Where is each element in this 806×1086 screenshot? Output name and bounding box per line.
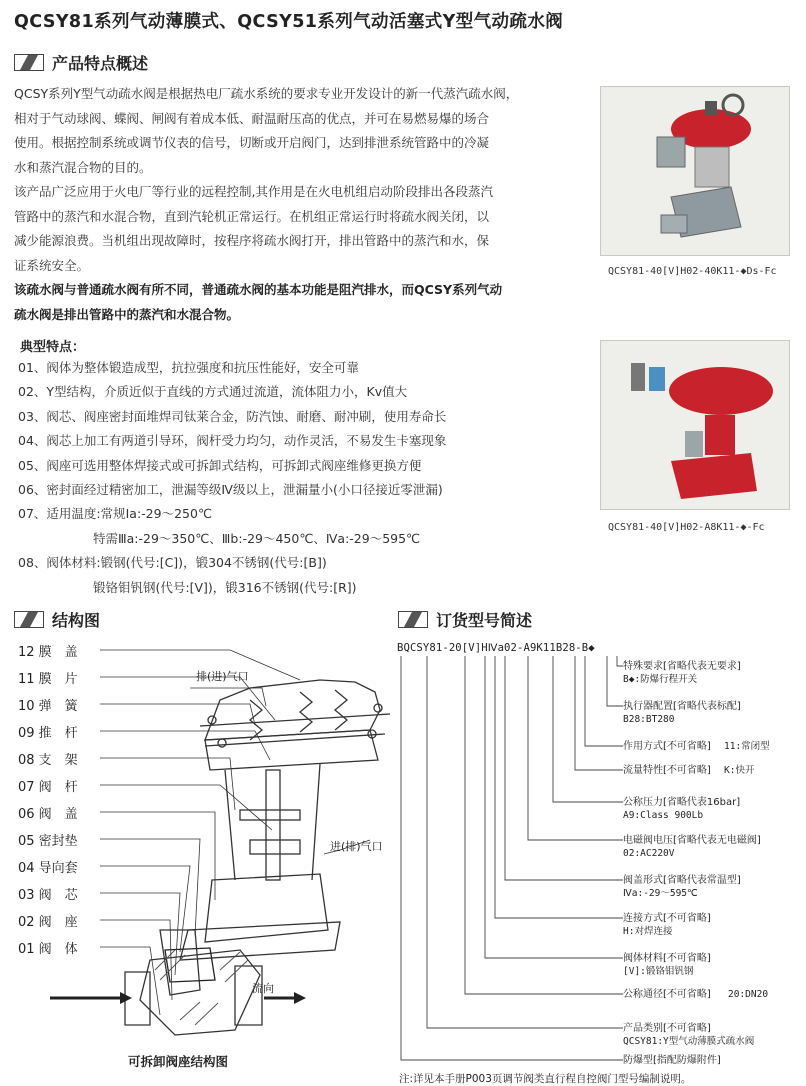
order-item-value: H:对焊连接 [623,926,673,937]
order-item-value: 11:常闭型 [724,741,770,752]
overview-text [14,82,589,327]
structure-heading-label: 结构图 [52,610,101,630]
part-label: 08 支 架 [18,753,78,768]
order-item-label: 作用方式[不可省略] [623,741,711,752]
order-item-value: A9:Class 900Lb [623,810,704,821]
order-item-label: 电磁阀电压[省略代表无电磁阀] [623,835,761,846]
order-item [623,796,740,822]
part-label: 02 阀 座 [18,915,78,930]
order-heading [398,607,532,631]
part-label: 05 密封垫 [18,834,78,849]
order-heading-label: 订货型号简述 [436,610,533,630]
order-item-label: 公称压力[省略代表16bar] [623,797,741,808]
order-item-value: [V]:锻铬钼钒钢 [623,966,694,977]
feature-line: 07、适用温度:常规Ⅰa:-29～250℃ [18,506,212,522]
order-item-value: K:快开 [724,765,755,776]
product-photo-2 [600,340,790,510]
valve-photo-illustration [601,341,789,509]
feature-line: 01、阀体为整体锻造成型，抗拉强度和抗压性能好，安全可靠 [18,360,359,375]
order-item [623,1054,721,1067]
slash-box-icon [14,54,44,71]
part-label: 07 阀 杆 [18,780,78,795]
photo-caption-2: QCSY81-40[V]H02-A8K11-◆-Fc [608,522,765,533]
order-item-value: B◆:防爆行程开关 [623,674,698,685]
overview-line: 证系统安全。 [14,257,90,273]
order-item-label: 连接方式[不可省略] [623,913,711,924]
part-label: 03 阀 芯 [18,888,78,903]
order-item-label: 流量特性[不可省略] [623,765,711,776]
order-item [623,988,768,1001]
order-item-label: 产品类别[不可省略] [623,1023,711,1034]
part-label: 06 阀 盖 [18,807,78,822]
feature-line: 08、阀体材料:锻钢(代号:[C])，锻304不锈钢(代号:[B]) [18,555,327,571]
order-item-value: Ⅳa:-29～595℃ [623,888,698,899]
order-code-tree [395,654,625,1066]
order-item-label: 防爆型[指配防爆附件] [623,1055,721,1066]
order-item-value: 02:AC220V [623,848,675,859]
overview-line: 管路中的蒸汽和水混合物，直到汽轮机正常运行。在机组正常运行时将疏水阀关闭，以 [14,208,490,224]
order-item-label: 阀体材料[不可省略] [623,953,711,964]
feature-line: 特需Ⅲa:-29～350℃、Ⅲb:-29～450℃、Ⅳa:-29～595℃ [18,530,421,546]
overview-bold-line: 疏水阀是排出管路中的蒸汽和水混合物。 [14,306,240,322]
overview-line: 水和蒸汽混合物的目的。 [14,159,152,175]
slash-box-icon [14,611,44,628]
overview-line: 相对于气动球阀、蝶阀、闸阀有着成本低、耐温耐压高的优点，并可在易燃易爆的场合 [14,110,490,126]
order-item-value: QCSY81:Y型气动薄膜式疏水阀 [623,1036,755,1047]
order-code: BQCSY81-20[V]HⅣa02-A9K11B28-B◆ [397,642,595,654]
product-photo-1 [600,86,790,256]
part-label: 12 膜 盖 [18,645,78,660]
feature-line: 04、阀芯上加工有两道引导环，阀杆受力均匀，动作灵活，不易发生卡塞现象 [18,433,447,449]
order-item [623,874,741,900]
photo-caption-1: QCSY81-40[V]H02-40K11-◆Ds-Fc [608,266,777,277]
feature-line: 锻铬钼钒钢(代号:[V])，锻316不锈钢(代号:[R]) [18,579,357,595]
order-item-label: 特殊要求[省略代表无要求] [623,661,741,672]
order-item [623,740,770,753]
inlet-port-label: 进(排)气口 [330,840,383,853]
part-label: 01 阀 体 [18,942,78,957]
feature-line: 06、密封面经过精密加工，泄漏等级Ⅳ级以上，泄漏量小(小口径接近零泄漏) [18,482,443,498]
overview-line: QCSY系列Y型气动疏水阀是根据热电厂疏水系统的要求专业开发设计的新一代蒸汽疏水阀， [14,86,519,101]
order-item [623,952,711,978]
overview-line: 使用。根据控制系统或调节仪表的信号，切断或开启阀门，达到排泄系统管路中的冷凝 [14,135,490,150]
flow-direction-label: 流向 [252,982,274,995]
features-list [18,356,598,600]
order-item-label: 阀盖形式[省略代表常温型] [623,875,741,886]
order-item-label: 公称通径[不可省略] [623,989,711,1000]
overview-line: 减少能源浪费。当机组出现故障时，按程序将疏水阀打开，排出管路中的蒸汽和水，保 [14,233,490,248]
structure-caption: 可拆卸阀座结构图 [128,1054,229,1069]
order-item-value: B28:BT280 [623,714,675,725]
overview-heading [14,50,148,74]
order-item [623,834,761,860]
part-label: 04 导向套 [18,861,78,876]
order-item-label: 执行器配置[省略代表标配] [623,701,741,712]
order-item [623,912,711,938]
order-footnote: 注:详见本手册P003页调节阀类直行程自控阀门型号编制说明。 [399,1073,692,1085]
part-label: 11 膜 片 [18,672,78,687]
order-item [623,1022,754,1048]
order-item [623,764,754,777]
features-heading: 典型特点： [20,340,86,355]
overview-heading-label: 产品特点概述 [52,53,149,73]
page-title: QCSY81系列气动薄膜式、QCSY51系列气动活塞式Y型气动疏水阀 [14,12,564,32]
valve-photo-illustration [601,87,789,255]
feature-line: 03、阀芯、阀座密封面堆焊司钛莱合金，防汽蚀、耐磨、耐冲刷，使用寿命长 [18,408,447,424]
feature-line: 05、阀座可选用整体焊接式或可拆卸式结构，可拆卸式阀座维修更换方便 [18,457,422,473]
exhaust-port-label: 排(进)气口 [196,670,249,683]
part-label: 10 弹 簧 [18,699,78,714]
feature-line: 02、Y型结构，介质近似于直线的方式通过流道，流体阻力小，Kv值大 [18,384,408,400]
overview-line: 该产品广泛应用于火电厂等行业的远程控制,其作用是在火电机组启动阶段排出各段蒸汽 [14,184,493,199]
overview-bold-line: 该疏水阀与普通疏水阀有所不同，普通疏水阀的基本功能是阻汽排水，而QCSY系列气动 [14,282,503,297]
order-item-value: 20:DN20 [728,989,769,1000]
part-label: 09 推 杆 [18,726,78,741]
order-item [623,700,741,726]
slash-box-icon [398,611,428,628]
order-item [623,660,741,686]
structure-heading [14,607,100,631]
